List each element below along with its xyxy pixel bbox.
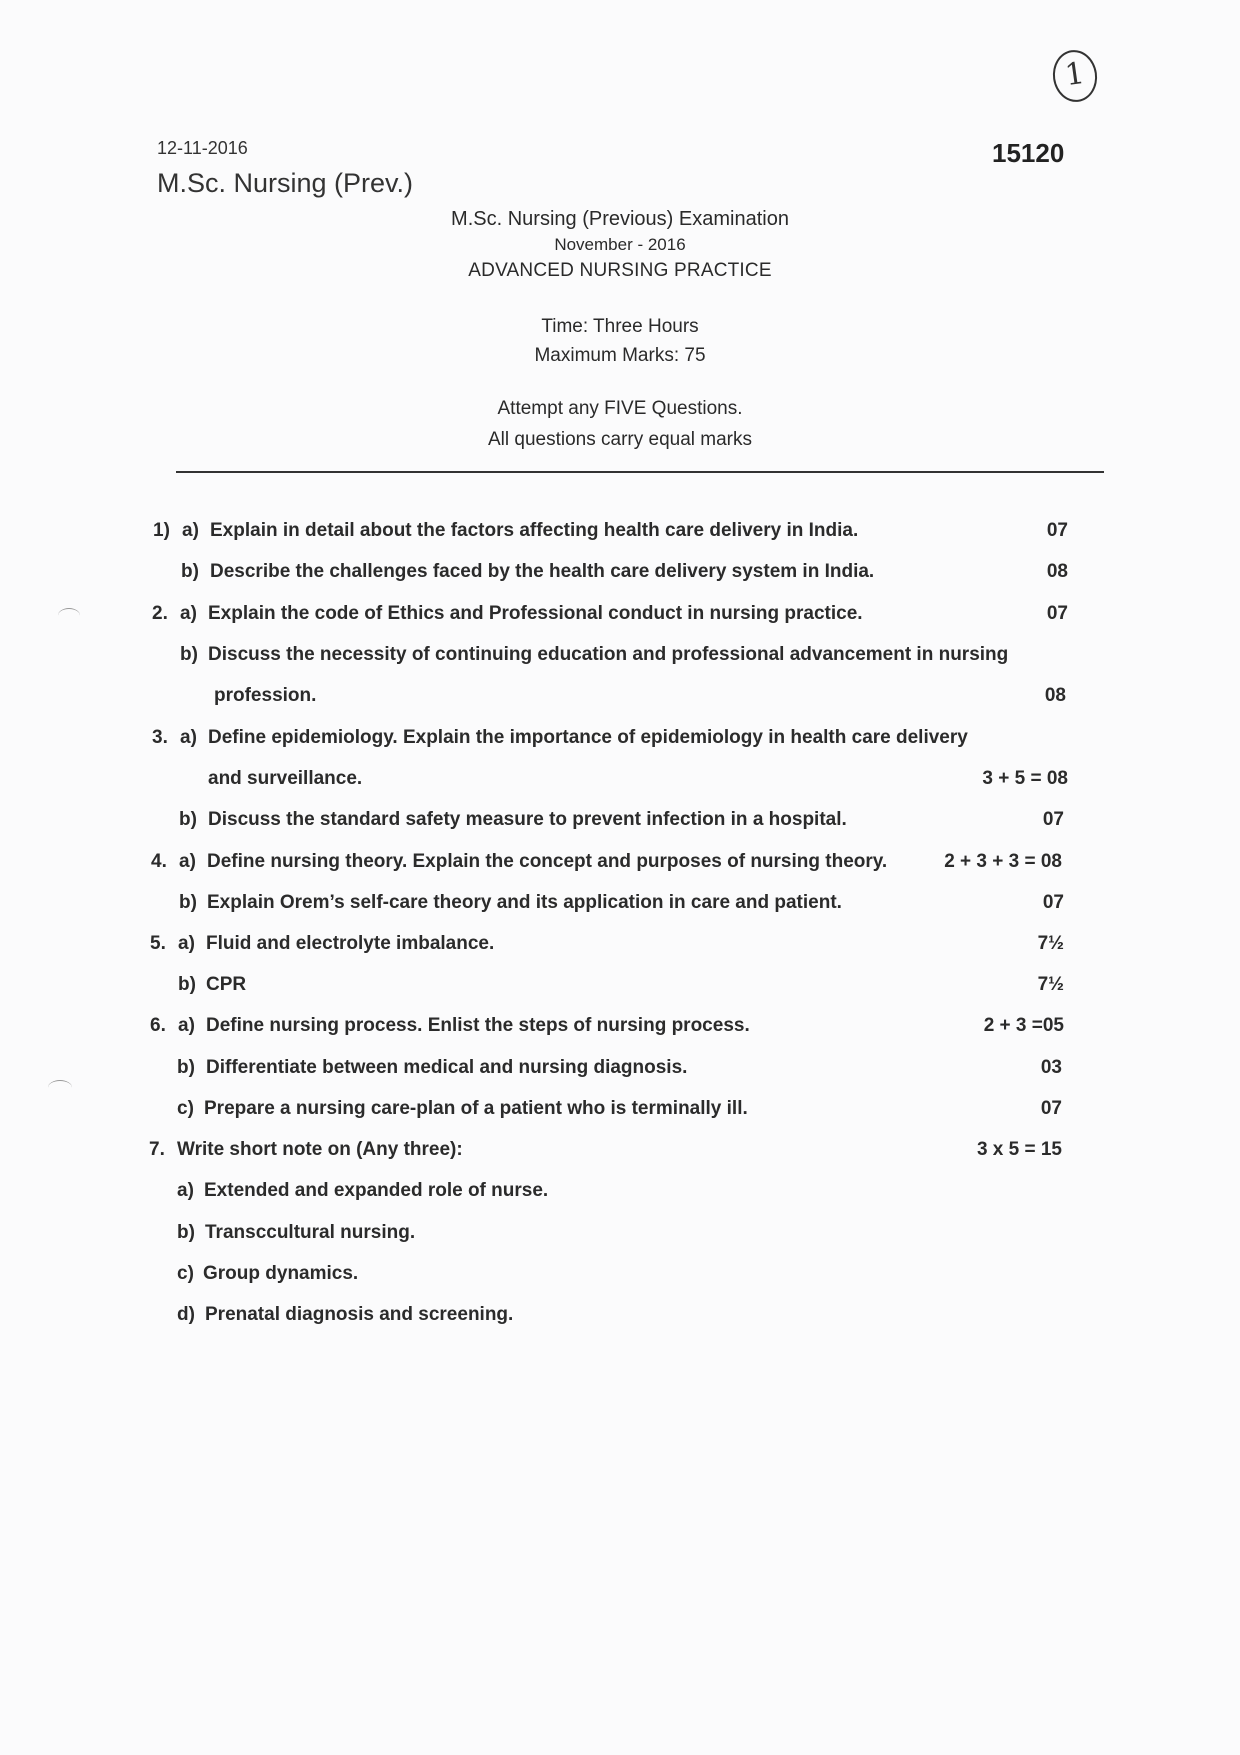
question-sub-label: a)	[178, 1015, 195, 1036]
exam-date: 12-11-2016	[157, 138, 248, 158]
subject-title: ADVANCED NURSING PRACTICE	[468, 260, 772, 281]
question-sub-label: c)	[177, 1098, 194, 1119]
paper-code: 15120	[992, 138, 1065, 168]
question-number: 3.	[152, 727, 168, 748]
instruction-equal-marks: All questions carry equal marks	[488, 429, 752, 450]
question-marks: 2 + 3 + 3 = 08	[944, 851, 1062, 872]
punch-hole-mark-bottom	[48, 1080, 72, 1095]
question-text: Describe the challenges faced by the health care delivery system in India.	[210, 561, 875, 582]
question-sub-label: b)	[179, 892, 197, 913]
question-sub-label: a)	[180, 727, 197, 748]
question-sub-label: b)	[177, 1222, 195, 1243]
question-marks: 08	[1044, 685, 1066, 706]
question-marks: 7½	[1037, 974, 1064, 995]
question-marks: 08	[1046, 561, 1068, 582]
header-divider	[176, 471, 1104, 473]
question-sub-label: a)	[179, 851, 196, 872]
question-text: Prepare a nursing care-plan of a patient who is terminally ill.	[204, 1098, 748, 1119]
question-marks: 07	[1040, 1098, 1062, 1119]
question-text: Explain Orem’s self-care theory and its application in care and patient.	[207, 892, 842, 913]
question-number: 4.	[151, 851, 167, 872]
question-sub-label: b)	[181, 561, 199, 582]
page-number-circled: 1	[1050, 47, 1101, 105]
question-text: Discuss the necessity of continuing education and professional advancement in nursing	[208, 644, 1009, 665]
question-number: 6.	[150, 1015, 166, 1036]
question-text: Fluid and electrolyte imbalance.	[206, 933, 495, 954]
question-sub-label: b)	[179, 809, 197, 830]
question-marks: 07	[1046, 520, 1068, 541]
question-marks: 3 x 5 = 15	[976, 1139, 1062, 1160]
question-text: Transccultural nursing.	[205, 1222, 416, 1243]
question-number: 7.	[149, 1139, 165, 1160]
question-text: Discuss the standard safety measure to prevent infection in a hospital.	[208, 809, 847, 830]
question-marks: 2 + 3 =05	[983, 1015, 1064, 1036]
question-sub-label: a)	[177, 1180, 194, 1201]
question-text-continuation: profession.	[214, 685, 317, 706]
question-sub-label: a)	[182, 520, 199, 541]
instruction-attempt: Attempt any FIVE Questions.	[497, 398, 743, 419]
question-text: Define nursing theory. Explain the concept and purposes of nursing theory.	[207, 851, 888, 872]
question-sub-label: b)	[180, 644, 198, 665]
question-text: Prenatal diagnosis and screening.	[205, 1304, 514, 1325]
question-marks: 07	[1046, 603, 1068, 624]
question-text: Differentiate between medical and nursing diagnosis.	[206, 1057, 688, 1078]
question-marks: 03	[1040, 1057, 1062, 1078]
question-number: 5.	[150, 933, 166, 954]
question-marks: 7½	[1037, 933, 1064, 954]
question-number: 2.	[152, 603, 168, 624]
question-text: Define epidemiology. Explain the importance of epidemiology in health care delivery	[208, 727, 968, 748]
question-sub-label: a)	[178, 933, 195, 954]
question-marks: 3 + 5 = 08	[982, 768, 1068, 789]
question-sub-label: c)	[177, 1263, 194, 1284]
punch-hole-mark-top	[58, 608, 80, 623]
exam-title: M.Sc. Nursing (Previous) Examination	[451, 208, 789, 230]
question-text: Explain the code of Ethics and Professional conduct in nursing practice.	[208, 603, 863, 624]
question-marks: 07	[1042, 892, 1064, 913]
question-number: 1)	[153, 520, 170, 541]
question-sub-label: d)	[177, 1304, 195, 1325]
question-text: Write short note on (Any three):	[177, 1139, 463, 1160]
maximum-marks: Maximum Marks: 75	[534, 345, 706, 366]
exam-session: November - 2016	[554, 235, 686, 254]
question-marks: 07	[1042, 809, 1064, 830]
exam-time: Time: Three Hours	[541, 316, 699, 337]
question-text: Explain in detail about the factors affecting health care delivery in India.	[210, 520, 859, 541]
question-text: Group dynamics.	[203, 1263, 359, 1284]
question-text: Extended and expanded role of nurse.	[204, 1180, 549, 1201]
question-text: Define nursing process. Enlist the steps of nursing process.	[206, 1015, 750, 1036]
question-sub-label: b)	[177, 1057, 195, 1078]
course-title: M.Sc. Nursing (Prev.)	[157, 168, 414, 198]
question-sub-label: a)	[180, 603, 197, 624]
question-text-continuation: and surveillance.	[208, 768, 363, 789]
question-sub-label: b)	[178, 974, 196, 995]
question-text: CPR	[206, 974, 247, 995]
